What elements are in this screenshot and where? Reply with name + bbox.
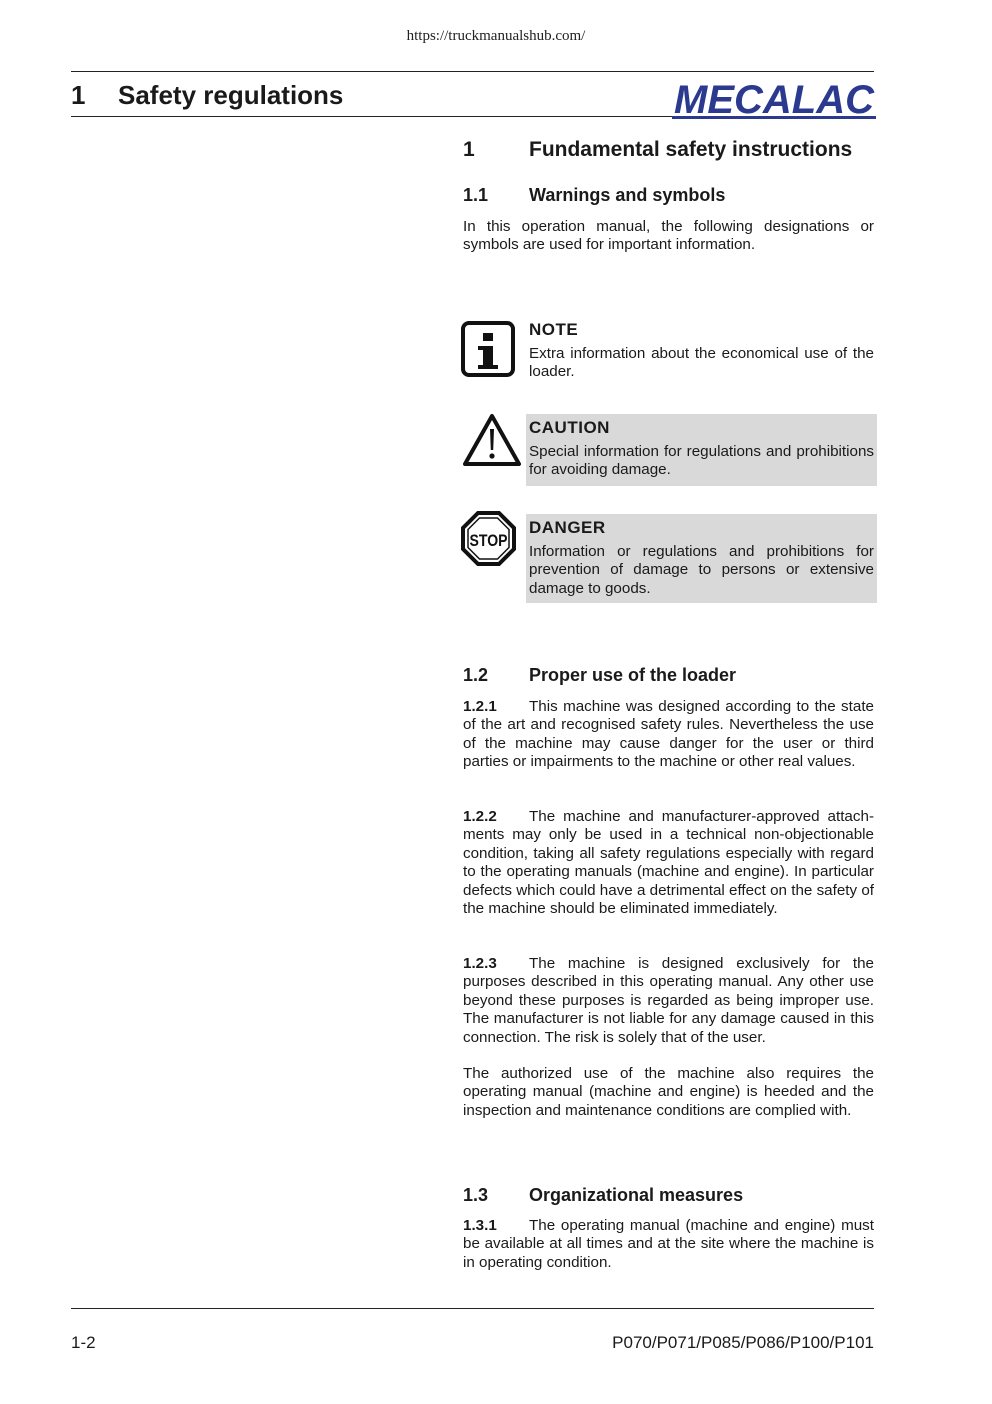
danger-box: [526, 514, 877, 603]
paragraph-text: This machine was designed according to the state of the art and recognised safety rules. Nevertheless the use of the machine may cause danger for the user or third parties or impairments to the machine or other real values.: [463, 698, 874, 771]
subsection-title: Proper use of the loader: [529, 665, 737, 685]
paragraph: The authorized use of the machine also requires the operating manual (machine and engine) is heeded and the inspection and maintenance conditions are complied with.: [463, 1065, 874, 1119]
stop-sign-icon: [461, 511, 516, 566]
page-number: 1-2: [71, 1333, 96, 1352]
danger-title: DANGER: [529, 518, 606, 537]
subsection-heading: [463, 1185, 874, 1207]
subsection-title: Organizational measures: [529, 1185, 744, 1205]
section-number: 1: [463, 138, 475, 161]
paragraph: [463, 955, 874, 1047]
subsection-title: Warnings and symbols: [529, 185, 726, 205]
note-text: Extra information about the economical use of the loader.: [529, 345, 874, 381]
caution-box: [526, 414, 877, 486]
caution-title: CAUTION: [529, 418, 610, 437]
source-url[interactable]: https://truckmanualshub.com/: [406, 28, 586, 44]
paragraph-text: The operating manual (machine and engine) must be available at all times and at the site where the machine is in operating condition.: [463, 1217, 874, 1271]
paragraph-text: The machine and manufacturer-approved attachments may only be used in a technical non-objectionable condition, taking all safety regulations especially with regard to the operating manuals (machine and engine). In particular defects which could have a detrimental effect on the safety of the machine should be eliminated immediately.: [463, 808, 874, 918]
paragraph-number: 1.2.3: [463, 955, 497, 972]
chapter-title: Safety regulations: [118, 80, 344, 110]
paragraph: [463, 808, 874, 918]
subsection-number: 1.1: [463, 185, 489, 205]
model-list: P070/P071/P085/P086/P100/P101: [612, 1333, 874, 1352]
caution-text: Special information for regulations and prohibitions for avoiding damage.: [529, 443, 874, 479]
logo-text: MECALAC: [674, 78, 876, 120]
subsection-heading: [463, 665, 874, 687]
subsection-number: 1.3: [463, 1185, 489, 1205]
paragraph-number: 1.2.2: [463, 808, 497, 825]
footer-rule: [71, 1308, 874, 1309]
paragraph: [463, 1217, 874, 1272]
paragraph-text: The machine is designed exclusively for the purposes described in this operating manual. Any other use beyond these purposes is regarded as being improper use. The manufacturer is not liable for any damage caused in this connection. The risk is solely that of the user.: [463, 955, 874, 1046]
chapter-number: 1: [71, 80, 86, 110]
paragraph-number: 1.2.1: [463, 698, 497, 715]
paragraph-number: 1.3.1: [463, 1217, 497, 1234]
subsection-heading: [463, 185, 874, 207]
warnings-intro: In this operation manual, the following designations or symbols are used for important information.: [463, 218, 874, 254]
warning-triangle-icon: [461, 412, 523, 468]
note-title: NOTE: [529, 320, 579, 339]
stop-sign-label: STOP: [469, 531, 508, 550]
paragraph: [463, 698, 874, 772]
section-heading: [463, 138, 874, 164]
info-icon: [461, 321, 515, 377]
mecalac-logo: [672, 76, 876, 120]
danger-text: Information or regulations and prohibitions for prevention of damage to persons or extensive damage to goods.: [529, 543, 874, 597]
subsection-number: 1.2: [463, 665, 489, 685]
note-box: [526, 316, 877, 386]
header-top-rule: [71, 71, 874, 72]
section-title: Fundamental safety instructions: [529, 138, 853, 161]
